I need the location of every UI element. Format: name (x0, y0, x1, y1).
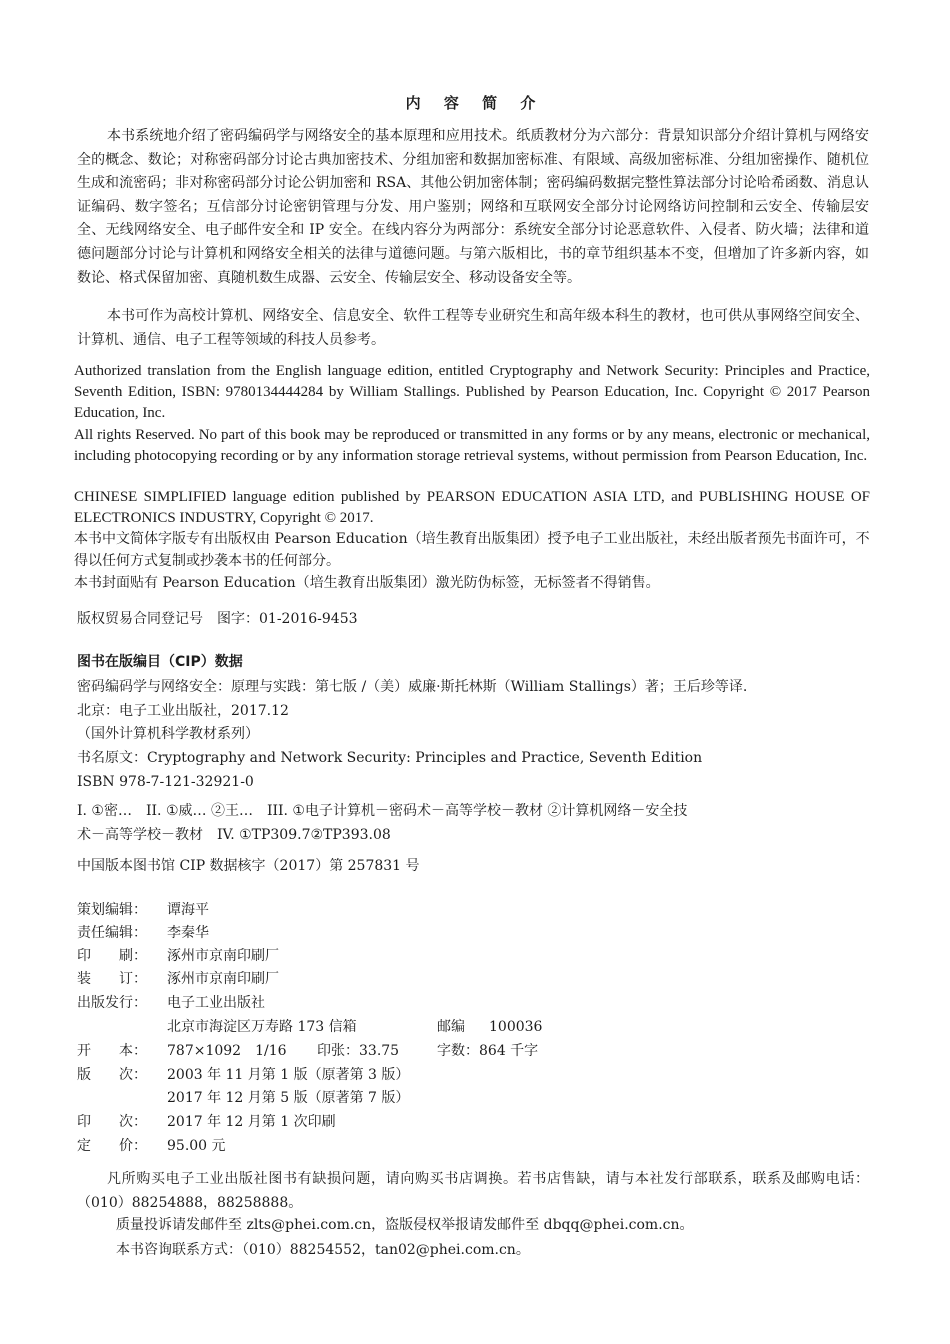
credit-value: 涿州市京南印刷厂 (167, 971, 279, 987)
credit-label: 策划编辑： (77, 902, 147, 918)
consult-contact-line: 本书咨询联系方式：（010）88254552，tan02@phei.com.cn。 (116, 1242, 530, 1258)
cip-classification-line-2: 术－高等学校－教材 IV. ①TP309.7②TP393.08 (77, 827, 391, 843)
credit-planning-editor (77, 899, 209, 921)
credit-address (77, 1016, 542, 1038)
credit-value: 电子工业出版社 (167, 995, 265, 1011)
cip-classification-line-1: I. ①密… II. ①威… ②王… III. ①电子计算机－密码术－高等学校－教材 ②计算机网络－安全技 (77, 803, 688, 819)
cip-verification-line: 中国版本图书馆 CIP 数据核字（2017）第 257831 号 (77, 858, 420, 874)
credit-value: 2017 年 12 月第 1 次印刷 (167, 1114, 336, 1130)
rights-reserved-text: All rights Reserved. No part of this book may be reproduced or transmitted in any forms or by any means, electronic or mechanical, including photocopying recording or by any information storage retrieval systems, without permission from Pearson Education, Inc. (74, 427, 870, 464)
credit-edition-2 (77, 1087, 409, 1109)
intro-paragraph-1: 本书系统地介绍了密码编码学与网络安全的基本原理和应用技术。纸质教材分为六部分：背景知识部分介绍计算机与网络安全的概念、数论；对称密码部分讨论古典加密技术、分组加密和数据加密标准、有限域、高级加密标准、分组加密操作、随机位生成和流密码；非对称密码部分讨论公钥加密和 RSA、其他公钥加密体制；密码编码数据完整性算法部分讨论哈希函数、消息认证编码、数字签名；互信部分讨论密钥管理与分发、用户鉴别；网络和互联网安全部分讨论网络访问控制和云安全、传输层安全、无线网络安全、电子邮件安全和 IP 安全。在线内容分为两部分：系统安全部分讨论恶意软件、入侵者、防火墙；法律和道德问题部分讨论与计算机和网络安全相关的法律与道德问题。与第六版相比，书的章节组织基本不变，但增加了许多新内容，如数论、格式保留加密、真随机数生成器、云安全、传输层安全、移动设备安全等。 (77, 128, 869, 286)
intro-paragraph-2: 本书可作为高校计算机、网络安全、信息安全、软件工程等专业研究生和高年级本科生的教材，也可供从事网络空间安全、计算机、通信、电子工程等领域的科技人员参考。 (77, 308, 869, 348)
sheets-value: 印张：33.75 (317, 1043, 400, 1059)
cip-series-line: （国外计算机科学教材系列） (77, 726, 259, 742)
page-title: 内 容 简 介 (405, 94, 545, 112)
authorized-translation-text: Authorized translation from the English language edition, entitled Cryptography and Network Security: Principles and Practice, Seventh Edition, ISBN: 9780134444284 by William Stallings. Published by Pearson Education, Inc. Copyright © 2017 Pearson Education, Inc. (74, 363, 870, 421)
credit-impression (77, 1111, 336, 1133)
credit-label: 装 订： (77, 971, 147, 987)
cip-isbn-line: ISBN 978-7-121-32921-0 (77, 774, 254, 790)
cip-title-line: 密码编码学与网络安全：原理与实践：第七版 /（美）威廉·斯托林斯（William Stallings）著；王后珍等译. (77, 679, 748, 695)
credit-label: 印 刷： (77, 948, 147, 964)
edition-value-2: 2017 年 12 月第 5 版（原著第 7 版） (167, 1090, 410, 1106)
credit-printer (77, 945, 279, 967)
words-value: 字数：864 千字 (437, 1043, 539, 1059)
address-text: 北京市海淀区万寿路 173 信箱 (167, 1019, 357, 1035)
cip-publisher-line: 北京：电子工业出版社，2017.12 (77, 703, 289, 719)
quality-complaint-line: 质量投诉请发邮件至 zlts@phei.com.cn，盗版侵权举报请发邮件至 dbqq@phei.com.cn。 (116, 1217, 694, 1233)
credit-format (77, 1040, 538, 1062)
cip-original-title-line: 书名原文：Cryptography and Network Security: Principles and Practice, Seventh Edition (77, 750, 703, 766)
chinese-edition-text: CHINESE SIMPLIFIED language edition published by PEARSON EDUCATION ASIA LTD, and PUBLISHING HOUSE OF ELECTRONICS INDUSTRY, Copyright © 2017. (74, 489, 870, 526)
anti-counterfeit-notice: 本书封面贴有 Pearson Education（培生教育出版集团）激光防伪标签，无标签者不得销售。 (74, 575, 660, 591)
credit-value: 李秦华 (167, 925, 209, 941)
credit-label: 版 次： (77, 1067, 147, 1083)
credit-value: 谭海平 (167, 902, 209, 918)
credit-label: 印 次： (77, 1114, 147, 1130)
exclusive-rights-notice: 本书中文简体字版专有出版权由 Pearson Education（培生教育出版集团）授予电子工业出版社，未经出版者预先书面许可，不得以任何方式复制或抄袭本书的任何部分。 (74, 531, 870, 569)
credit-label: 责任编辑： (77, 925, 147, 941)
edition-value-1: 2003 年 11 月第 1 版（原著第 3 版） (167, 1067, 410, 1083)
format-value: 787×1092 1/16 (167, 1043, 287, 1059)
defect-return-notice: 凡所购买电子工业出版社图书有缺损问题，请向购买书店调换。若书店售缺，请与本社发行部联系，联系及邮购电话：（010）88254888，88258888。 (77, 1171, 869, 1211)
credit-label: 出版发行： (77, 995, 147, 1011)
postcode-value: 100036 (489, 1019, 543, 1035)
credit-price (77, 1135, 226, 1157)
credit-label: 开 本： (77, 1043, 147, 1059)
credit-edition (77, 1064, 409, 1086)
credit-value: 涿州市京南印刷厂 (167, 948, 279, 964)
credit-responsible-editor (77, 922, 209, 944)
cip-heading: 图书在版编目（CIP）数据 (77, 654, 243, 670)
postcode-label: 邮编 (437, 1019, 465, 1035)
credit-publisher (77, 992, 265, 1014)
credit-value: 95.00 元 (167, 1138, 226, 1154)
credit-label: 定 价： (77, 1138, 147, 1154)
credit-binder (77, 968, 279, 990)
copyright-registration: 版权贸易合同登记号 图字：01-2016-9453 (77, 611, 358, 627)
